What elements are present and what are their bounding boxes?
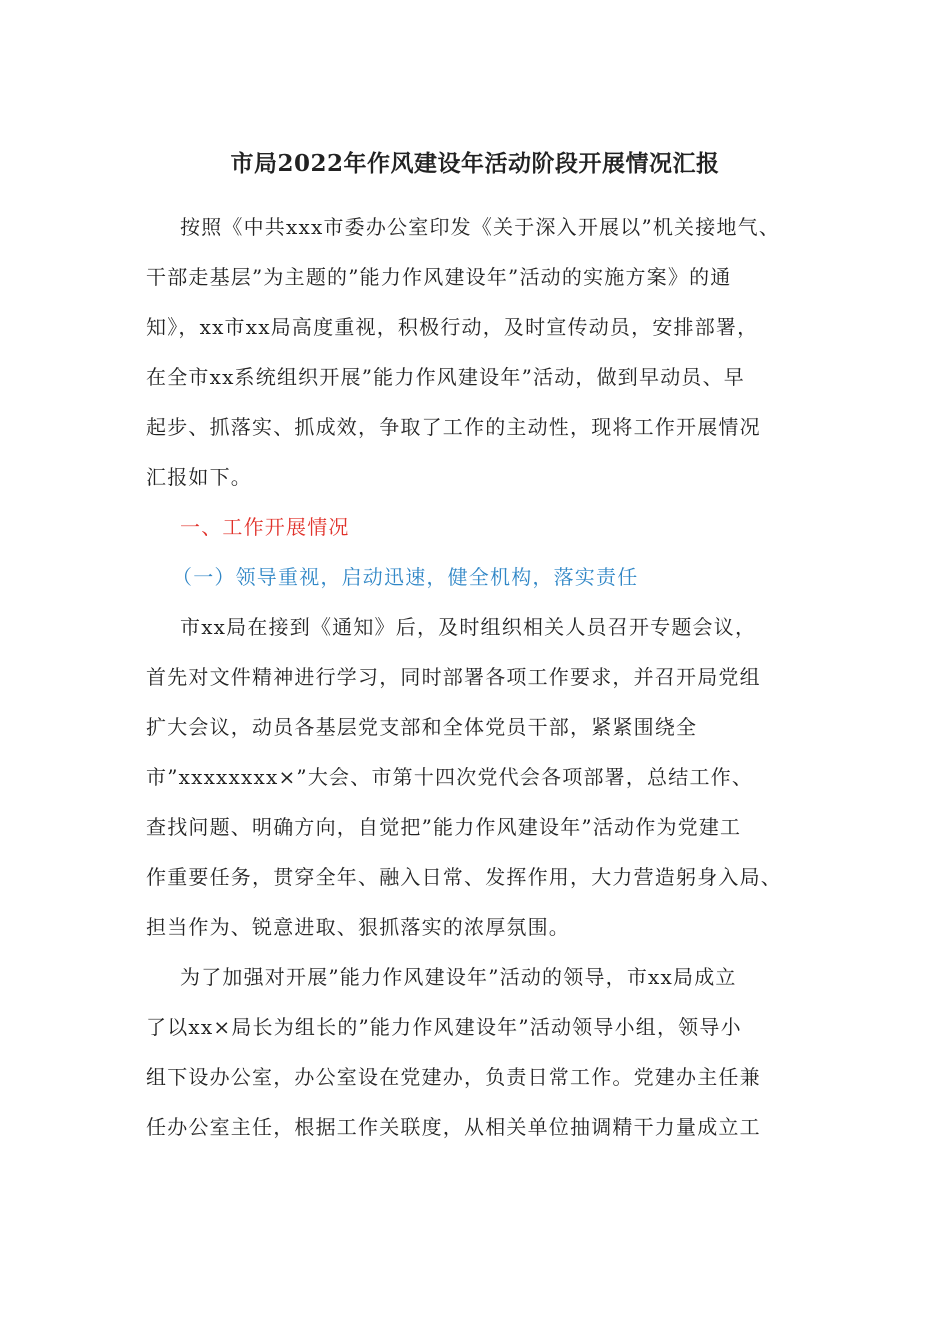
body-line: 扩大会议，动员各基层党支部和全体党员干部，紧紧围绕全 bbox=[146, 715, 698, 739]
body-line: 首先对文件精神进行学习，同时部署各项工作要求，并召开局党组 bbox=[146, 665, 761, 689]
subsection-heading: （一）领导重视，启动迅速，健全机构，落实责任 bbox=[172, 565, 639, 589]
body-line: 为了加强对开展”能力作风建设年”活动的领导，市xx局成立 bbox=[180, 965, 737, 989]
intro-line: 汇报如下。 bbox=[146, 465, 252, 489]
intro-line: 按照《中共xxx市委办公室印发《关于深入开展以”机关接地气、 bbox=[180, 215, 781, 239]
intro-line: 知》，xx市xx局高度重视，积极行动，及时宣传动员，安排部署， bbox=[146, 315, 759, 339]
intro-line: 干部走基层”为主题的”能力作风建设年”活动的实施方案》的通 bbox=[146, 265, 732, 289]
body-line: 了以xx×局长为组长的”能力作风建设年”活动领导小组，领导小 bbox=[146, 1015, 742, 1039]
document-title: 市局2022年作风建设年活动阶段开展情况汇报 bbox=[230, 150, 720, 177]
intro-paragraph bbox=[146, 202, 806, 502]
body-line: 任办公室主任，根据工作关联度，从相关单位抽调精干力量成立工 bbox=[146, 1115, 761, 1139]
body-line: 查找问题、明确方向，自觉把”能力作风建设年”活动作为党建工 bbox=[146, 815, 742, 839]
body-line: 市xx局在接到《通知》后，及时组织相关人员召开专题会议， bbox=[180, 615, 757, 639]
intro-line: 起步、抓落实、抓成效，争取了工作的主动性，现将工作开展情况 bbox=[146, 415, 761, 439]
intro-line: 在全市xx系统组织开展”能力作风建设年”活动，做到早动员、早 bbox=[146, 365, 746, 389]
body-paragraph-1 bbox=[146, 602, 806, 952]
body-line: 市”xxxxxxxx×”大会、市第十四次党代会各项部署，总结工作、 bbox=[146, 765, 754, 789]
body-paragraph-2 bbox=[146, 952, 806, 1152]
body-line: 组下设办公室，办公室设在党建办，负责日常工作。党建办主任兼 bbox=[146, 1065, 761, 1089]
body-line: 作重要任务，贯穿全年、融入日常、发挥作用，大力营造躬身入局、 bbox=[146, 865, 782, 889]
body-line: 担当作为、锐意进取、狠抓落实的浓厚氛围。 bbox=[146, 915, 570, 939]
section-heading: 一、工作开展情况 bbox=[180, 515, 350, 539]
